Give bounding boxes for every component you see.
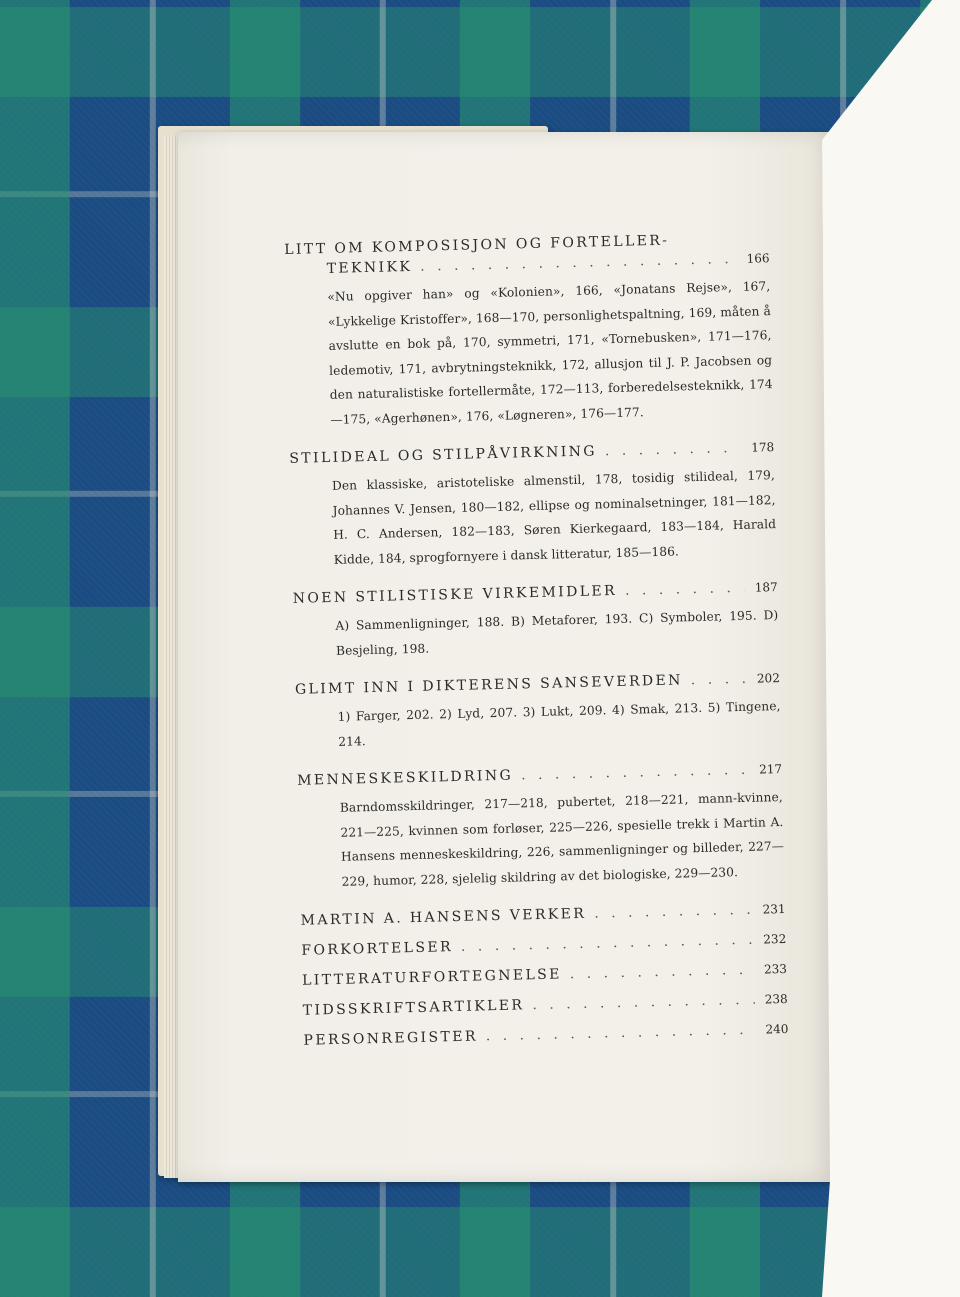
leader-dots xyxy=(486,1020,756,1047)
toc-entry-litteraturfortegnelse xyxy=(302,959,787,991)
toc-entry-title: FORKORTELSER xyxy=(301,939,454,959)
toc-entry-verker xyxy=(300,899,785,931)
leader-dots xyxy=(570,960,755,984)
leader-dots xyxy=(532,990,755,1015)
toc-entry-title: TEKNIKK xyxy=(326,258,413,277)
toc-entry-menneskeskildring xyxy=(297,759,785,895)
toc-entry-page: 233 xyxy=(763,961,788,977)
toc-entry-page: 217 xyxy=(759,761,783,777)
leader-dots xyxy=(461,930,754,957)
toc-entry-page: 240 xyxy=(765,1021,789,1037)
leader-dots xyxy=(594,900,753,924)
toc-entry-title-line1: LITT OM KOMPOSISJON OG FORTELLER- xyxy=(284,232,670,258)
toc-entry-description: A) Sammenligninger, 188. B) Metaforer, 193. C) Symboler, 195. D) Besjeling, 198. xyxy=(335,608,779,658)
toc-entry-title: MENNESKESKILDRING xyxy=(297,767,514,789)
toc-entry-title: MARTIN A. HANSENS VERKER xyxy=(300,905,587,929)
toc-entry-page: 231 xyxy=(762,901,786,917)
toc-entry-tidsskriftsartikler xyxy=(303,989,788,1021)
toc-entry-title: NOEN STILISTISKE VIRKEMIDLER xyxy=(292,582,618,607)
leader-dots xyxy=(625,578,745,601)
toc-entry-page: 232 xyxy=(763,931,787,947)
toc-entry-virkemidler xyxy=(293,577,780,664)
toc-entry-title: GLIMT INN I DIKTERENS SANSEVERDEN xyxy=(294,672,684,698)
toc-entry-sanseverden xyxy=(295,668,782,755)
toc-entry-title: LITTERATURFORTEGNELSE xyxy=(301,966,562,989)
leader-dots xyxy=(605,438,742,461)
toc-entry-description: Barndomsskildringer, 217—218, pubertet, 218—221, mann-kvinne, 221—225, kvinnen som forløser, 225—226, spesielle trekk i Martin A. Hansens menneskeskildring, 226, sammenligninger og billeder, 227—229, humor, 228, sjelelig skildring av det biologiske, 229—230. xyxy=(339,789,785,889)
toc-entry-page: 202 xyxy=(756,671,781,686)
toc-entry-description: Den klassiske, aristoteliske almenstil, 178, tosidig stilideal, 179, Johannes V. Jensen, 180—182, ellipse og nominalsetninger, 181—182, H. C. Andersen, 182—183, Søren Kierkegaard, 183—184, Harald Kidde, 184, sprogfornyere i dansk litteratur, 185—186. xyxy=(331,468,777,567)
leader-dots xyxy=(691,669,748,690)
toc-entry-forkortelser xyxy=(301,929,786,961)
toc-entry-title: PERSONREGISTER xyxy=(303,1028,478,1049)
toc-entry-title: STILIDEAL OG STILPÅVIRKNING xyxy=(289,443,598,467)
toc-entry-description: 1) Farger, 202. 2) Lyd, 207. 3) Lukt, 209. 4) Smak, 213. 5) Tingene, 214. xyxy=(337,699,781,749)
toc-entry-page: 187 xyxy=(754,580,778,595)
toc-entry-page: 238 xyxy=(764,991,788,1007)
toc-entry-komposisjon xyxy=(284,228,774,433)
facing-page xyxy=(822,0,960,1297)
leader-dots xyxy=(521,760,750,786)
table-of-contents xyxy=(284,228,789,1061)
toc-entry-stilideal xyxy=(289,437,777,573)
toc-entry-title: TIDSSKRIFTSARTIKLER xyxy=(302,997,525,1019)
toc-entry-page: 178 xyxy=(751,440,775,455)
toc-entry-description: «Nu opgiver han» og «Kolonien», 166, «Jonatans Rejse», 167, «Lykkelige Kristoffer», 168—170, personlighetspaltning, 169, måten å avslutte en bok på, 170, symmetri, 171, «Tornebusken», 171—176, ledemotiv, 171, avbrytningsteknikk, 172, allusjon til J. P. Jacobsen og den naturalistiske fortellermåte, 172—113, forberedelsesteknikk, 174—175, «Agerhønen», 176, «Løgneren», 176—177. xyxy=(327,279,773,427)
toc-entry-personregister xyxy=(303,1019,788,1051)
toc-entry-page: 166 xyxy=(746,251,770,266)
